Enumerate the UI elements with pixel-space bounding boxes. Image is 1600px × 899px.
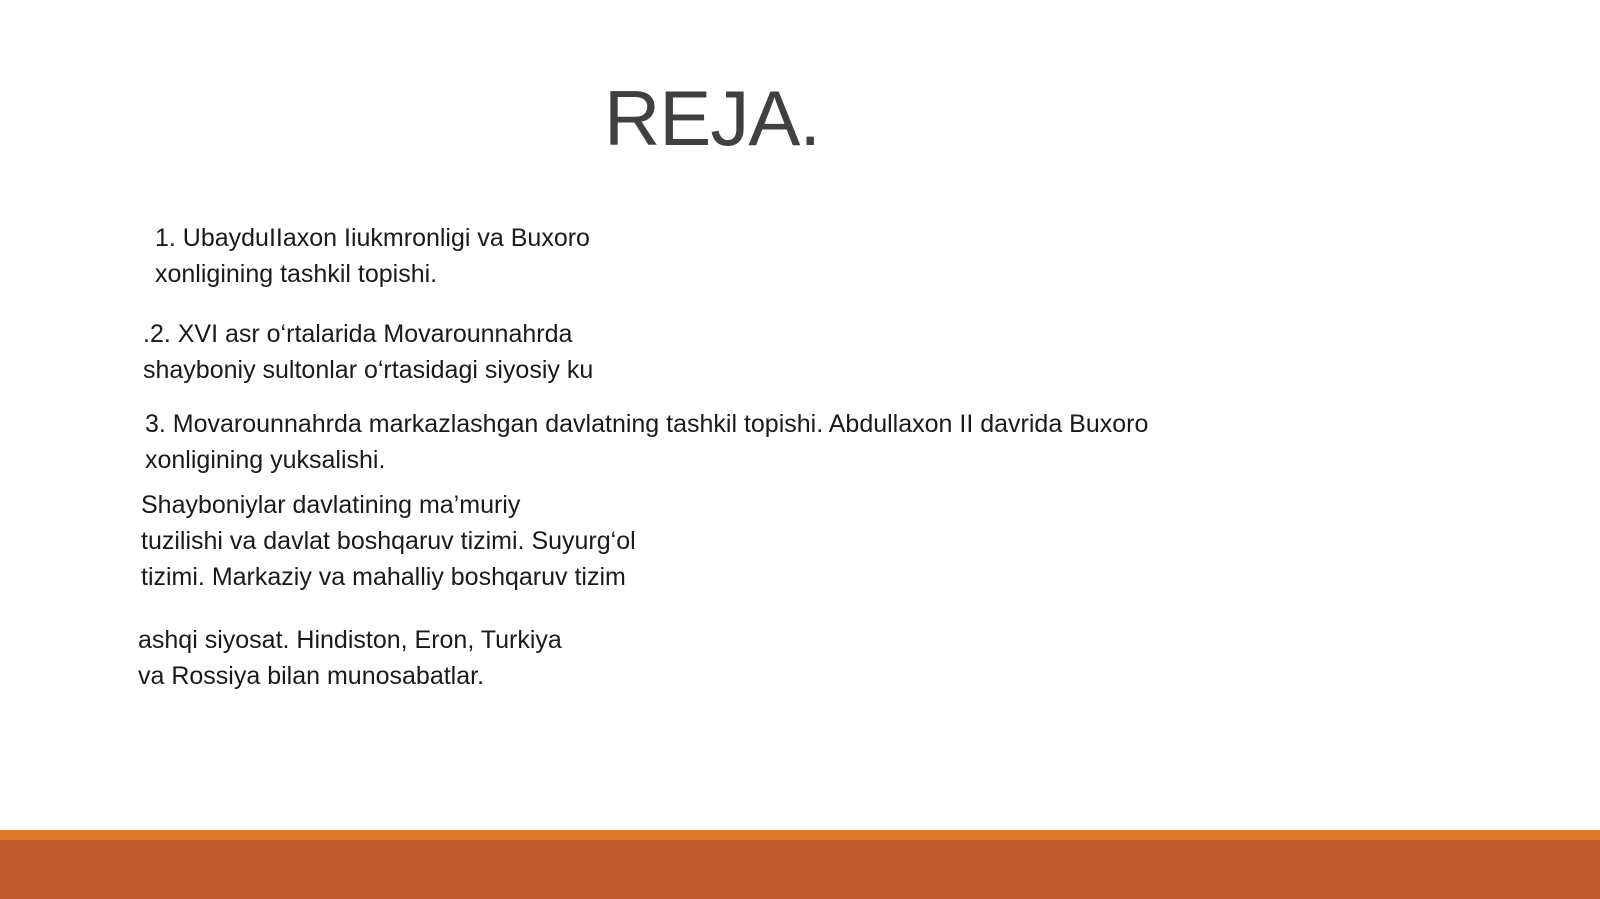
footer-accent-stripe xyxy=(0,830,1600,840)
plan-item-2: .2. XVI asr o‘rtalarida Movarounnahrda shayboniy sultonlar o‘rtasidagi siyosiy ku xyxy=(143,320,594,384)
plan-item-5: ashqi siyosat. Hindiston, Eron, Turkiya va Rossiya bilan munosabatlar. xyxy=(138,626,562,690)
plan-item-1: 1. UbayduIIaxon Iiukmronligi va Buxoro xonligining tashkil topishi. xyxy=(155,224,590,288)
plan-item-4: Shayboniylar davlatining ma’muriy tuzilishi va davlat boshqaruv tizimi. Suyurg‘ol tizimi. Markaziy va mahalliy boshqaruv tizim xyxy=(141,491,636,591)
slide-title: REJA. xyxy=(603,74,821,162)
plan-item-3: 3. Movarounnahrda markazlashgan davlatning tashkil topishi. Abdullaxon II davrida Buxoro xonligining yuksalishi. xyxy=(145,410,1149,474)
footer-bar xyxy=(0,840,1600,899)
